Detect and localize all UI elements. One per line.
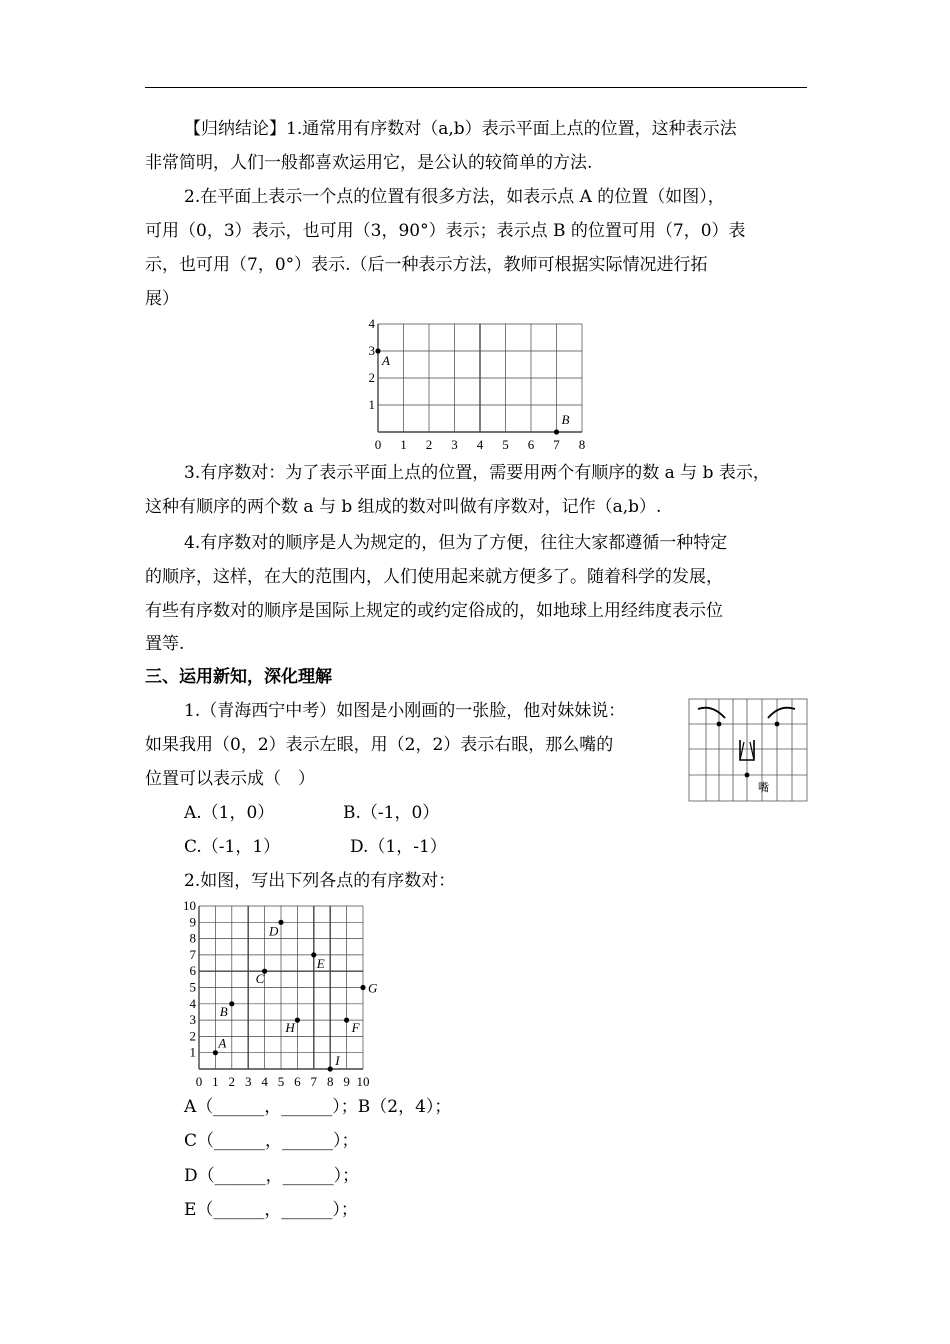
x-tick-label: 5 — [277, 1074, 285, 1089]
point-label-a: A — [218, 1035, 227, 1051]
y-tick-label: 8 — [189, 930, 196, 946]
figure-grid-points — [178, 898, 388, 1090]
point-label-c: C — [255, 971, 265, 987]
q2-prompt: 2.如图，写出下列各点的有序数对： — [184, 871, 456, 891]
q1-option-b[interactable]: B.（-1，0） — [343, 803, 440, 823]
x-tick-label: 0 — [374, 437, 382, 452]
y-tick-label: 4 — [189, 995, 196, 1011]
x-tick-label: 8 — [326, 1074, 334, 1089]
x-tick-label: 8 — [578, 437, 586, 452]
fig1-grid — [378, 324, 582, 432]
point-g — [360, 985, 365, 990]
point-label-e: E — [316, 955, 325, 971]
y-tick-label: 9 — [189, 914, 196, 930]
q1-line-1: 1.（青海西宁中考）如图是小刚画的一张脸，他对妹妹说： — [184, 701, 626, 721]
section-heading: 三、运用新知，深化理解 — [145, 667, 332, 687]
y-tick-label: 3 — [189, 1012, 196, 1028]
y-tick-label: 7 — [189, 946, 196, 962]
q1-option-c[interactable]: C.（-1，1） — [184, 837, 281, 857]
point-a — [213, 1050, 218, 1055]
x-tick-label: 6 — [294, 1074, 301, 1089]
conclusion-line-5: 示，也可用（7，0°）表示.（后一种表示方法，教师可根据实际情况进行拓 — [145, 255, 708, 275]
q2-answer-d[interactable]: D（______，______）； — [184, 1166, 360, 1186]
x-tick-label: 2 — [228, 1074, 236, 1089]
x-tick-label: 0 — [195, 1074, 203, 1089]
q1-option-a[interactable]: A.（1，0） — [184, 803, 275, 823]
conclusion-line-12: 置等. — [145, 634, 185, 654]
point-label-d: D — [269, 923, 279, 939]
point-h — [295, 1018, 300, 1023]
x-tick-label: 4 — [476, 437, 484, 452]
x-tick-label: 3 — [244, 1074, 252, 1089]
face-grid — [689, 699, 807, 801]
point-i — [328, 1066, 333, 1071]
point-label-b: B — [219, 1003, 228, 1019]
conclusion-line-4: 可用（0，3）表示，也可用（3，90°）表示；表示点 B 的位置可用（7，0）表 — [145, 221, 746, 241]
y-tick-label: 2 — [189, 1028, 196, 1044]
point-label-b: B — [561, 412, 570, 427]
x-tick-label: 10 — [356, 1074, 370, 1089]
point-label-f: F — [351, 1020, 360, 1036]
y-tick-label: 1 — [368, 397, 375, 412]
y-tick-label: 10 — [183, 898, 196, 913]
conclusion-line-8: 这种有顺序的两个数 a 与 b 组成的数对叫做有序数对，记作（a,b）. — [145, 497, 662, 517]
x-tick-label: 5 — [502, 437, 509, 452]
point-b — [554, 429, 559, 434]
point-b — [229, 1001, 234, 1006]
point-f — [344, 1018, 349, 1023]
face-figure — [688, 698, 808, 802]
fig2-points — [213, 920, 378, 1072]
conclusion-line-3: 2.在平面上表示一个点的位置有很多方法，如表示点 A 的位置（如图）， — [184, 187, 725, 207]
point-a — [375, 348, 380, 353]
q1-line-3: 位置可以表示成（ ） — [145, 769, 315, 789]
right-eye — [775, 722, 780, 727]
q1-option-d[interactable]: D.（1，-1） — [350, 837, 447, 857]
y-tick-label: 3 — [368, 343, 375, 358]
y-tick-label: 1 — [189, 1044, 196, 1060]
q1-line-2: 如果我用（0，2）表示左眼，用（2，2）表示右眼，那么嘴的 — [145, 735, 614, 755]
point-label-a: A — [382, 353, 390, 368]
mouth-label: 嘴 — [758, 782, 769, 794]
x-tick-label: 1 — [400, 437, 407, 452]
y-tick-label: 5 — [189, 979, 196, 995]
conclusion-line-2: 非常简明，人们一般都喜欢运用它，是公认的较简单的方法. — [145, 153, 593, 173]
y-tick-label: 6 — [189, 963, 196, 979]
y-tick-label: 4 — [368, 316, 375, 331]
left-eyebrow — [698, 708, 725, 718]
mouth-point — [745, 773, 750, 778]
left-eye — [717, 722, 722, 727]
right-eyebrow — [768, 708, 795, 718]
conclusion-line-10: 的顺序，这样，在大的范围内，人们使用起来就方便多了。随着科学的发展， — [145, 567, 723, 587]
figure-grid-ab — [360, 316, 596, 456]
x-tick-label: 9 — [343, 1074, 350, 1089]
x-tick-label: 4 — [261, 1074, 268, 1089]
q2-answer-c[interactable]: C（______，______）； — [184, 1131, 359, 1151]
conclusion-line-1: 【归纳结论】1.通常用有序数对（a,b）表示平面上点的位置，这种表示法 — [184, 119, 737, 139]
x-tick-label: 7 — [310, 1074, 318, 1089]
point-e — [311, 952, 316, 957]
y-tick-label: 2 — [368, 370, 375, 385]
x-tick-label: 1 — [212, 1074, 219, 1089]
fig1-points — [375, 348, 569, 434]
conclusion-line-9: 4.有序数对的顺序是人为规定的，但为了方便，往往大家都遵循一种特定 — [184, 533, 728, 553]
q2-answer-e[interactable]: E（______，______）； — [184, 1200, 358, 1220]
conclusion-line-6: 展） — [145, 289, 179, 309]
x-tick-label: 6 — [527, 437, 535, 452]
point-d — [278, 920, 283, 925]
conclusion-line-7: 3.有序数对：为了表示平面上点的位置，需要用两个有顺序的数 a 与 b 表示， — [184, 463, 770, 483]
x-tick-label: 2 — [425, 437, 433, 452]
point-label-h: H — [285, 1020, 295, 1036]
header-rule — [145, 87, 807, 88]
point-label-i: I — [335, 1053, 340, 1068]
q2-answer-a-b[interactable]: A（______，______）；B（2，4）； — [184, 1097, 452, 1117]
x-tick-label: 7 — [553, 437, 560, 452]
x-tick-label: 3 — [451, 437, 458, 452]
point-label-g: G — [368, 980, 378, 996]
conclusion-line-11: 有些有序数对的顺序是国际上规定的或约定俗成的，如地球上用经纬度表示位 — [145, 601, 723, 621]
